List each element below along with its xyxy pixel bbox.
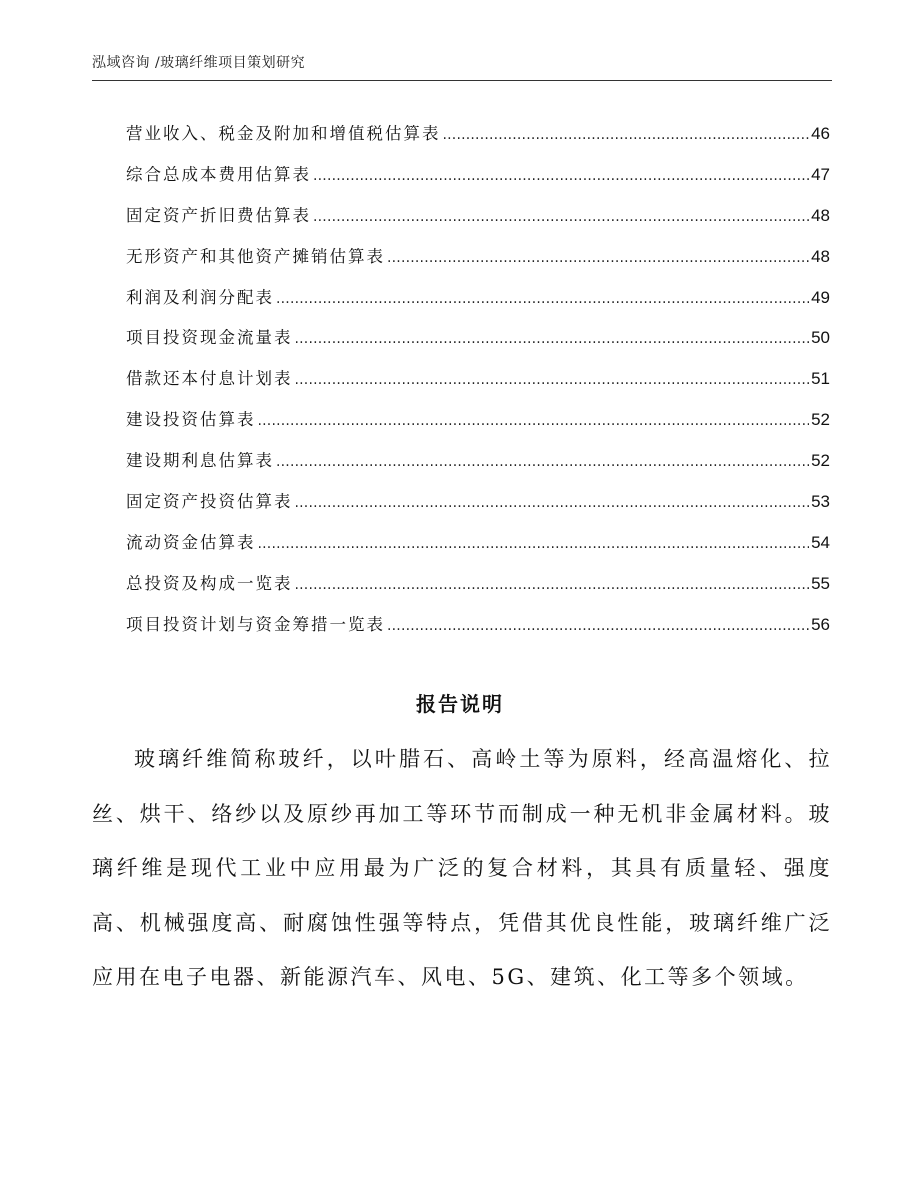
- toc-entry-label: 项目投资计划与资金筹措一览表: [126, 614, 385, 634]
- toc-entry[interactable]: [126, 243, 830, 284]
- toc-entry-page: 47: [811, 164, 830, 184]
- toc-entry[interactable]: [126, 447, 830, 488]
- toc-leader-dots: [387, 618, 809, 634]
- toc-entry-label: 固定资产投资估算表: [126, 492, 293, 512]
- toc-entry-page: 52: [811, 451, 830, 471]
- running-header: 泓域咨询 /玻璃纤维项目策划研究: [92, 55, 306, 71]
- toc-leader-dots: [276, 454, 809, 470]
- toc-entry-label: 固定资产折旧费估算表: [126, 205, 311, 225]
- toc-entry-label: 综合总成本费用估算表: [126, 164, 311, 184]
- toc-entry-page: 56: [811, 614, 830, 634]
- report-section-title: 报告说明: [416, 692, 504, 716]
- toc-entry-label: 流动资金估算表: [126, 532, 256, 552]
- report-paragraph: 玻璃纤维简称玻纤，以叶腊石、高岭土等为原料，经高温熔化、拉丝、烘干、络纱以及原纱再加工等环节而制成一种无机非金属材料。玻璃纤维是现代工业中应用最为广泛的复合材料，其具有质量轻、强度高、机械强度高、耐腐蚀性强等特点，凭借其优良性能，玻璃纤维广泛应用在电子电器、新能源汽车、风电、5G、建筑、化工等多个领域。: [92, 747, 832, 989]
- toc-entry[interactable]: [126, 202, 830, 243]
- toc-entry-page: 46: [811, 124, 830, 143]
- toc-entry-label: 无形资产和其他资产摊销估算表: [126, 246, 385, 266]
- toc-leader-dots: [258, 536, 810, 552]
- toc-entry[interactable]: [126, 120, 830, 161]
- toc-leader-dots: [258, 413, 810, 429]
- toc-entry[interactable]: [126, 284, 830, 325]
- toc-leader-dots: [387, 250, 809, 266]
- toc-entry[interactable]: [126, 570, 830, 611]
- toc-entry-page: 49: [811, 287, 830, 307]
- toc-entry-label: 项目投资现金流量表: [126, 328, 293, 348]
- toc-entry[interactable]: [126, 324, 830, 365]
- toc-leader-dots: [295, 577, 810, 593]
- toc-entry[interactable]: [126, 161, 830, 202]
- toc-entry[interactable]: [126, 529, 830, 570]
- toc-entry-page: 54: [811, 532, 830, 552]
- toc-entry-label: 建设期利息估算表: [126, 451, 274, 471]
- toc-leader-dots: [276, 291, 809, 307]
- toc-entry[interactable]: [126, 611, 830, 652]
- toc-entry-page: 51: [811, 369, 830, 389]
- toc-entry-page: 55: [811, 573, 830, 593]
- toc-leader-dots: [443, 127, 810, 143]
- toc-entry-label: 营业收入、税金及附加和增值税估算表: [126, 124, 441, 143]
- toc-leader-dots: [313, 168, 809, 184]
- table-of-contents: [126, 120, 830, 652]
- toc-leader-dots: [295, 331, 810, 347]
- toc-entry-label: 建设投资估算表: [126, 410, 256, 430]
- toc-entry-page: 48: [811, 246, 830, 266]
- toc-entry-label: 利润及利润分配表: [126, 287, 274, 307]
- toc-leader-dots: [295, 495, 810, 511]
- toc-entry-page: 48: [811, 205, 830, 225]
- toc-entry[interactable]: [126, 365, 830, 406]
- toc-entry[interactable]: [126, 488, 830, 529]
- toc-entry-page: 53: [811, 492, 830, 512]
- toc-leader-dots: [313, 209, 809, 225]
- toc-entry-label: 借款还本付息计划表: [126, 369, 293, 389]
- toc-entry-label: 总投资及构成一览表: [126, 573, 293, 593]
- toc-leader-dots: [295, 372, 810, 388]
- toc-entry-page: 52: [811, 410, 830, 430]
- toc-entry[interactable]: [126, 406, 830, 447]
- header-divider: [92, 80, 832, 81]
- toc-entry-page: 50: [811, 328, 830, 348]
